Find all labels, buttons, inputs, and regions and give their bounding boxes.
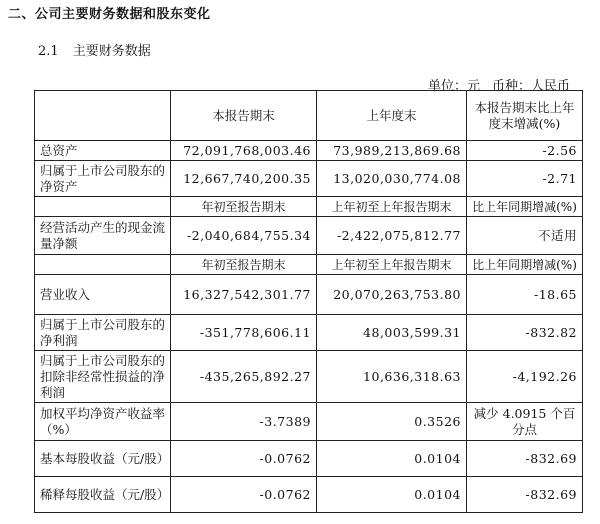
row-change-value: -832.69	[467, 477, 583, 513]
header-current-period-end: 本报告期末	[171, 91, 317, 141]
table-row	[35, 275, 583, 315]
row-change-value: -18.65	[467, 275, 583, 315]
table-row	[35, 403, 583, 441]
row-current-value: -3.7389	[171, 403, 317, 441]
table-row	[35, 161, 583, 197]
row-previous-value: 48,003,599.31	[317, 315, 467, 351]
row-label: 归属于上市公司股东的净利润	[35, 315, 171, 351]
row-change-value: -832.82	[467, 315, 583, 351]
table-row	[35, 477, 583, 513]
row-previous-value: 20,070,263,753.80	[317, 275, 467, 315]
row-change-value: -2.71	[467, 161, 583, 197]
subheader-yoy-change: 比上年同期增减(%)	[467, 197, 583, 217]
table-subheader-row	[35, 197, 583, 217]
row-label: 经营活动产生的现金流量净额	[35, 217, 171, 255]
row-current-value: 72,091,768,003.46	[171, 141, 317, 161]
subheader-ytd: 年初至报告期末	[171, 197, 317, 217]
row-label: 总资产	[35, 141, 171, 161]
row-current-value: -0.0762	[171, 477, 317, 513]
row-previous-value: 0.3526	[317, 403, 467, 441]
row-current-value: 16,327,542,301.77	[171, 275, 317, 315]
table-header-row	[35, 91, 583, 141]
row-current-value: -351,778,606.11	[171, 315, 317, 351]
row-current-value: -2,040,684,755.34	[171, 217, 317, 255]
row-label: 加权平均净资产收益率（%）	[35, 403, 171, 441]
subsection-title	[38, 40, 151, 59]
subsection-number: 2.1	[38, 44, 59, 59]
table-row	[35, 351, 583, 403]
row-label: 基本每股收益（元/股）	[35, 441, 171, 477]
row-label: 归属于上市公司股东的净资产	[35, 161, 171, 197]
header-previous-year-end: 上年度末	[317, 91, 467, 141]
table-row	[35, 315, 583, 351]
row-previous-value: 10,636,318.63	[317, 351, 467, 403]
section-title: 二、公司主要财务数据和股东变化	[8, 7, 211, 22]
table-row	[35, 141, 583, 161]
subheader-ytd: 年初至报告期末	[171, 255, 317, 275]
subheader-prior-ytd: 上年初至上年报告期末	[317, 255, 467, 275]
row-previous-value: 0.0104	[317, 441, 467, 477]
row-previous-value: 73,989,213,869.68	[317, 141, 467, 161]
row-label: 营业收入	[35, 275, 171, 315]
row-previous-value: -2,422,075,812.77	[317, 217, 467, 255]
subheader-empty-cell	[35, 255, 171, 275]
subheader-prior-ytd: 上年初至上年报告期末	[317, 197, 467, 217]
header-empty-cell	[35, 91, 171, 141]
row-change-value: -832.69	[467, 441, 583, 477]
row-change-value: 减少 4.0915 个百分点	[467, 403, 583, 441]
table-subheader-row	[35, 255, 583, 275]
header-change-percent: 本报告期末比上年度末增减(%)	[467, 91, 583, 141]
row-current-value: -435,265,892.27	[171, 351, 317, 403]
table-row	[35, 217, 583, 255]
row-current-value: -0.0762	[171, 441, 317, 477]
row-current-value: 12,667,740,200.35	[171, 161, 317, 197]
row-change-value: 不适用	[467, 217, 583, 255]
subheader-empty-cell	[35, 197, 171, 217]
row-label: 归属于上市公司股东的扣除非经常性损益的净利润	[35, 351, 171, 403]
row-previous-value: 0.0104	[317, 477, 467, 513]
unit-label: 单位：元	[427, 79, 480, 94]
subheader-yoy-change: 比上年同期增减(%)	[467, 255, 583, 275]
currency-label: 币种：人民币	[491, 79, 570, 94]
row-label: 稀释每股收益（元/股）	[35, 477, 171, 513]
row-change-value: -2.56	[467, 141, 583, 161]
subsection-label: 主要财务数据	[72, 44, 151, 59]
row-change-value: -4,192.26	[467, 351, 583, 403]
row-previous-value: 13,020,030,774.08	[317, 161, 467, 197]
table-row	[35, 441, 583, 477]
financial-data-table	[34, 90, 583, 513]
